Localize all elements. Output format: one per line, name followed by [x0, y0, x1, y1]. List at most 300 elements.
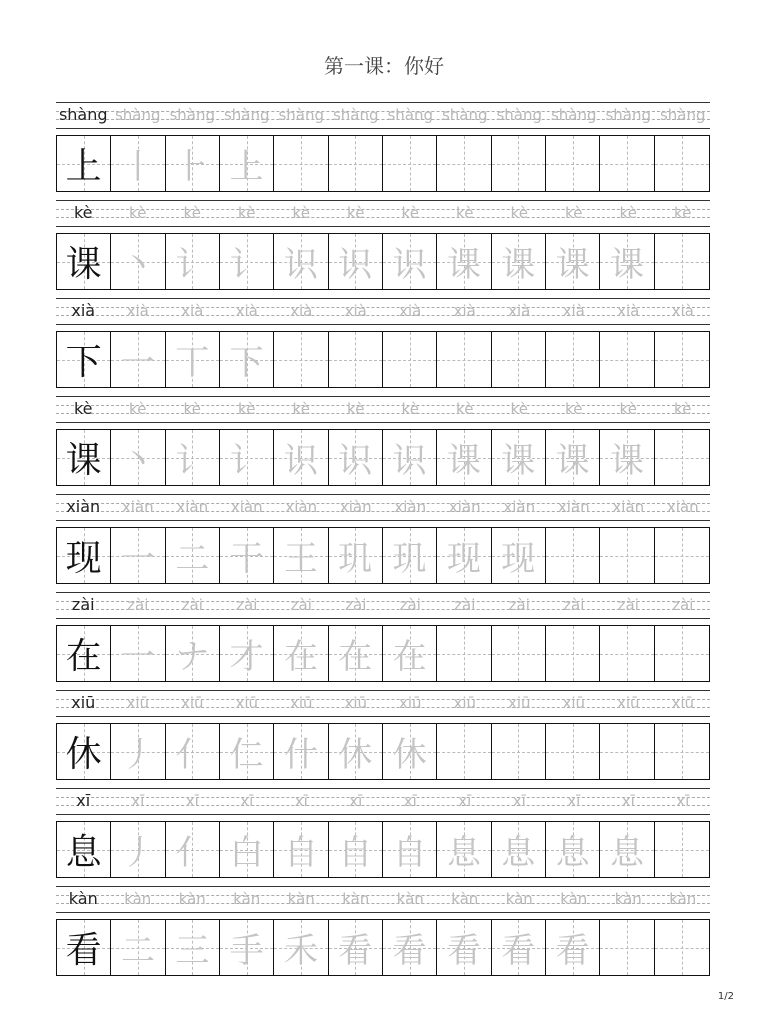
- pinyin-label: shàng: [58, 105, 108, 124]
- practice-row: [56, 494, 710, 592]
- blank-practice-cell[interactable]: [383, 332, 437, 387]
- stroke-trace-cell[interactable]: [166, 626, 220, 681]
- blank-practice-cell[interactable]: [546, 332, 600, 387]
- model-character: 课: [65, 244, 102, 285]
- pinyin-trace: shàng: [223, 106, 270, 124]
- model-character: 在: [65, 636, 102, 677]
- blank-practice-cell[interactable]: [329, 332, 383, 387]
- pinyin-trace: kè: [619, 204, 637, 222]
- pinyin-trace: xià: [453, 302, 476, 320]
- stroke-order-glyph: 看: [501, 931, 536, 971]
- pinyin-trace: kàn: [669, 890, 697, 908]
- pinyin-trace: kè: [565, 400, 583, 418]
- stroke-trace-cell[interactable]: [111, 430, 165, 485]
- stroke-order-glyph: 仁: [229, 735, 264, 775]
- tianzi-grid-row: [56, 233, 710, 290]
- stroke-trace-cell[interactable]: [437, 920, 491, 975]
- stroke-order-glyph: 干: [229, 539, 264, 579]
- stroke-trace-cell[interactable]: [166, 136, 220, 191]
- stroke-order-glyph: 玑: [392, 539, 427, 579]
- model-character: 看: [65, 930, 102, 971]
- stroke-order-glyph: 课: [501, 245, 536, 285]
- stroke-order-glyph: 手: [229, 931, 264, 971]
- model-character: 下: [65, 342, 102, 383]
- stroke-order-glyph: 识: [392, 245, 427, 285]
- pinyin-guide: [56, 298, 710, 324]
- blank-practice-cell[interactable]: [274, 136, 328, 191]
- pinyin-trace: kè: [565, 204, 583, 222]
- stroke-order-glyph: 白: [229, 833, 264, 873]
- blank-practice-cell[interactable]: [655, 724, 709, 779]
- pinyin-label: kàn: [68, 889, 98, 908]
- stroke-order-glyph: 讠: [175, 245, 210, 285]
- blank-practice-cell[interactable]: [383, 136, 437, 191]
- blank-practice-cell[interactable]: [600, 332, 654, 387]
- pinyin-trace: zài: [617, 596, 639, 614]
- pinyin-trace: xiàn: [394, 498, 427, 516]
- model-character-cell: [57, 626, 111, 681]
- stroke-order-glyph: 看: [338, 931, 373, 971]
- pinyin-trace: xiàn: [612, 498, 645, 516]
- pinyin-guide: [56, 886, 710, 912]
- pinyin-trace: xiū: [671, 694, 695, 712]
- blank-practice-cell[interactable]: [655, 430, 709, 485]
- pinyin-trace: xià: [126, 302, 149, 320]
- model-character-cell: [57, 528, 111, 583]
- pinyin-label: xiàn: [66, 497, 101, 516]
- tianzi-grid-row: [56, 527, 710, 584]
- pinyin-trace: xià: [508, 302, 531, 320]
- stroke-trace-cell[interactable]: [220, 136, 274, 191]
- pinyin-trace: kè: [129, 400, 147, 418]
- blank-practice-cell[interactable]: [437, 724, 491, 779]
- pinyin-trace: xiū: [507, 694, 531, 712]
- pinyin-guide: [56, 788, 710, 814]
- blank-practice-cell[interactable]: [655, 920, 709, 975]
- stroke-order-glyph: 识: [338, 245, 373, 285]
- pinyin-trace: kè: [674, 400, 692, 418]
- pinyin-trace: xià: [562, 302, 585, 320]
- pinyin-trace: shàng: [550, 106, 597, 124]
- stroke-order-glyph: 在: [338, 637, 373, 677]
- stroke-trace-cell[interactable]: [492, 528, 546, 583]
- stroke-order-glyph: 讠: [175, 441, 210, 481]
- pinyin-trace: kàn: [505, 890, 533, 908]
- pinyin-trace: xià: [181, 302, 204, 320]
- pinyin-trace: kè: [183, 204, 201, 222]
- stroke-trace-cell[interactable]: [111, 626, 165, 681]
- stroke-order-glyph: 丶: [120, 245, 155, 285]
- stroke-trace-cell[interactable]: [546, 234, 600, 289]
- stroke-order-glyph: 课: [609, 441, 644, 481]
- pinyin-trace: xiū: [235, 694, 259, 712]
- stroke-trace-cell[interactable]: [383, 430, 437, 485]
- stroke-order-glyph: 息: [446, 833, 481, 873]
- stroke-trace-cell[interactable]: [166, 920, 220, 975]
- stroke-order-glyph: 课: [446, 245, 481, 285]
- stroke-order-glyph: 自: [283, 833, 318, 873]
- pinyin-trace: xī: [403, 792, 417, 810]
- pinyin-trace: kè: [238, 400, 256, 418]
- pinyin-trace: zài: [290, 596, 312, 614]
- pinyin-trace: kè: [401, 204, 419, 222]
- pinyin-trace: zài: [399, 596, 421, 614]
- pinyin-trace: kè: [347, 204, 365, 222]
- stroke-order-glyph: 禾: [283, 931, 318, 971]
- pinyin-trace: xiàn: [503, 498, 536, 516]
- pinyin-label: xià: [71, 301, 96, 320]
- pinyin-trace: zài: [236, 596, 258, 614]
- stroke-trace-cell[interactable]: [274, 430, 328, 485]
- stroke-order-glyph: 一: [120, 637, 155, 677]
- stroke-trace-cell[interactable]: [546, 430, 600, 485]
- stroke-order-glyph: 在: [283, 637, 318, 677]
- stroke-trace-cell[interactable]: [383, 234, 437, 289]
- pinyin-trace: xià: [617, 302, 640, 320]
- blank-practice-cell[interactable]: [546, 724, 600, 779]
- stroke-order-glyph: 课: [501, 441, 536, 481]
- stroke-order-glyph: 休: [338, 735, 373, 775]
- pinyin-trace: xī: [567, 792, 581, 810]
- pinyin-guide: [56, 396, 710, 422]
- stroke-trace-cell[interactable]: [220, 332, 274, 387]
- pinyin-trace: shàng: [387, 106, 434, 124]
- stroke-trace-cell[interactable]: [166, 822, 220, 877]
- practice-row: [56, 298, 710, 396]
- stroke-order-glyph: 现: [501, 539, 536, 579]
- page-number: 1/2: [717, 991, 734, 1002]
- stroke-trace-cell[interactable]: [383, 920, 437, 975]
- stroke-order-glyph: 自: [392, 833, 427, 873]
- pinyin-trace: kè: [456, 400, 474, 418]
- stroke-order-glyph: 看: [555, 931, 590, 971]
- pinyin-trace: xiū: [398, 694, 422, 712]
- stroke-trace-cell[interactable]: [600, 822, 654, 877]
- pinyin-trace: kè: [129, 204, 147, 222]
- stroke-order-glyph: 上: [229, 147, 264, 187]
- pinyin-trace: xiàn: [339, 498, 372, 516]
- blank-practice-cell[interactable]: [546, 528, 600, 583]
- blank-practice-cell[interactable]: [655, 822, 709, 877]
- tianzi-grid-row: [56, 429, 710, 486]
- stroke-order-glyph: 丿: [120, 833, 155, 873]
- model-character: 息: [65, 832, 102, 873]
- pinyin-trace: kè: [401, 400, 419, 418]
- stroke-trace-cell[interactable]: [329, 626, 383, 681]
- blank-practice-cell[interactable]: [655, 136, 709, 191]
- stroke-order-glyph: 识: [283, 441, 318, 481]
- stroke-order-glyph: 一: [120, 343, 155, 383]
- pinyin-trace: shàng: [496, 106, 543, 124]
- stroke-order-glyph: 看: [446, 931, 481, 971]
- stroke-order-glyph: 课: [555, 441, 590, 481]
- stroke-trace-cell[interactable]: [329, 724, 383, 779]
- pinyin-trace: kàn: [233, 890, 261, 908]
- stroke-trace-cell[interactable]: [111, 822, 165, 877]
- pinyin-trace: xī: [621, 792, 635, 810]
- pinyin-trace: zài: [672, 596, 694, 614]
- pinyin-trace: kàn: [178, 890, 206, 908]
- stroke-order-glyph: 丅: [175, 343, 210, 383]
- stroke-order-glyph: 识: [392, 441, 427, 481]
- pinyin-trace: xiū: [289, 694, 313, 712]
- stroke-trace-cell[interactable]: [383, 724, 437, 779]
- stroke-trace-cell[interactable]: [220, 626, 274, 681]
- pinyin-trace: kè: [183, 400, 201, 418]
- stroke-order-glyph: 息: [501, 833, 536, 873]
- stroke-trace-cell[interactable]: [166, 430, 220, 485]
- stroke-order-glyph: 休: [392, 735, 427, 775]
- stroke-trace-cell[interactable]: [111, 920, 165, 975]
- blank-practice-cell[interactable]: [655, 626, 709, 681]
- stroke-trace-cell[interactable]: [274, 626, 328, 681]
- stroke-order-glyph: 现: [446, 539, 481, 579]
- stroke-trace-cell[interactable]: [437, 822, 491, 877]
- model-character-cell: [57, 332, 111, 387]
- stroke-trace-cell[interactable]: [274, 528, 328, 583]
- pinyin-guide: [56, 102, 710, 128]
- stroke-order-glyph: 看: [392, 931, 427, 971]
- stroke-trace-cell[interactable]: [274, 822, 328, 877]
- pinyin-trace: xiū: [344, 694, 368, 712]
- stroke-trace-cell[interactable]: [546, 822, 600, 877]
- practice-row: [56, 690, 710, 788]
- pinyin-trace: xī: [512, 792, 526, 810]
- blank-practice-cell[interactable]: [492, 724, 546, 779]
- pinyin-trace: xiàn: [285, 498, 318, 516]
- practice-row: [56, 592, 710, 690]
- practice-sheet: [56, 102, 710, 984]
- stroke-trace-cell[interactable]: [383, 528, 437, 583]
- pinyin-trace: kè: [238, 204, 256, 222]
- stroke-order-glyph: 在: [392, 637, 427, 677]
- model-character: 现: [65, 538, 102, 579]
- stroke-trace-cell[interactable]: [329, 822, 383, 877]
- blank-practice-cell[interactable]: [600, 528, 654, 583]
- pinyin-trace: zài: [454, 596, 476, 614]
- stroke-trace-cell[interactable]: [220, 920, 274, 975]
- stroke-trace-cell[interactable]: [166, 724, 220, 779]
- stroke-trace-cell[interactable]: [274, 234, 328, 289]
- blank-practice-cell[interactable]: [600, 920, 654, 975]
- stroke-order-glyph: 课: [446, 441, 481, 481]
- pinyin-trace: xī: [676, 792, 690, 810]
- stroke-order-glyph: 亻: [175, 735, 210, 775]
- pinyin-trace: kàn: [614, 890, 642, 908]
- model-character-cell: [57, 136, 111, 191]
- blank-practice-cell[interactable]: [492, 332, 546, 387]
- stroke-trace-cell[interactable]: [437, 528, 491, 583]
- pinyin-trace: xiàn: [176, 498, 209, 516]
- stroke-trace-cell[interactable]: [492, 234, 546, 289]
- stroke-order-glyph: 二: [120, 931, 155, 971]
- stroke-trace-cell[interactable]: [329, 430, 383, 485]
- blank-practice-cell[interactable]: [546, 626, 600, 681]
- pinyin-label: zài: [71, 595, 95, 614]
- stroke-trace-cell[interactable]: [329, 920, 383, 975]
- model-character: 课: [65, 440, 102, 481]
- stroke-trace-cell[interactable]: [546, 920, 600, 975]
- pinyin-trace: zài: [181, 596, 203, 614]
- pinyin-trace: xiàn: [448, 498, 481, 516]
- stroke-trace-cell[interactable]: [274, 920, 328, 975]
- stroke-order-glyph: 讠: [229, 441, 264, 481]
- stroke-trace-cell[interactable]: [600, 430, 654, 485]
- stroke-trace-cell[interactable]: [220, 724, 274, 779]
- stroke-order-glyph: 息: [555, 833, 590, 873]
- stroke-trace-cell[interactable]: [437, 234, 491, 289]
- pinyin-trace: xī: [240, 792, 254, 810]
- stroke-order-glyph: 息: [609, 833, 644, 873]
- pinyin-label: xiū: [71, 693, 96, 712]
- blank-practice-cell[interactable]: [600, 626, 654, 681]
- pinyin-trace: xiàn: [230, 498, 263, 516]
- stroke-trace-cell[interactable]: [437, 430, 491, 485]
- blank-practice-cell[interactable]: [437, 332, 491, 387]
- pinyin-guide: [56, 200, 710, 226]
- model-character-cell: [57, 234, 111, 289]
- pinyin-guide: [56, 494, 710, 520]
- model-character-cell: [57, 430, 111, 485]
- stroke-order-glyph: 亻: [175, 833, 210, 873]
- stroke-order-glyph: 自: [338, 833, 373, 873]
- stroke-order-glyph: 什: [283, 735, 318, 775]
- pinyin-trace: shàng: [659, 106, 706, 124]
- stroke-trace-cell[interactable]: [600, 234, 654, 289]
- stroke-trace-cell[interactable]: [111, 136, 165, 191]
- pinyin-trace: xià: [399, 302, 422, 320]
- blank-practice-cell[interactable]: [546, 136, 600, 191]
- stroke-order-glyph: 玑: [338, 539, 373, 579]
- pinyin-trace: zài: [508, 596, 530, 614]
- stroke-order-glyph: 课: [555, 245, 590, 285]
- stroke-trace-cell[interactable]: [111, 234, 165, 289]
- pinyin-trace: kè: [674, 204, 692, 222]
- pinyin-trace: xiū: [180, 694, 204, 712]
- blank-practice-cell[interactable]: [492, 626, 546, 681]
- stroke-trace-cell[interactable]: [492, 920, 546, 975]
- stroke-order-glyph: 识: [283, 245, 318, 285]
- practice-row: [56, 200, 710, 298]
- pinyin-trace: kè: [619, 400, 637, 418]
- pinyin-trace: xī: [349, 792, 363, 810]
- pinyin-trace: shàng: [169, 106, 216, 124]
- stroke-order-glyph: 二: [175, 539, 210, 579]
- stroke-trace-cell[interactable]: [111, 332, 165, 387]
- blank-practice-cell[interactable]: [600, 724, 654, 779]
- stroke-trace-cell[interactable]: [166, 332, 220, 387]
- pinyin-trace: xiàn: [121, 498, 154, 516]
- pinyin-trace: xī: [458, 792, 472, 810]
- stroke-trace-cell[interactable]: [274, 724, 328, 779]
- pinyin-trace: shàng: [114, 106, 161, 124]
- pinyin-trace: kè: [510, 400, 528, 418]
- stroke-trace-cell[interactable]: [329, 234, 383, 289]
- blank-practice-cell[interactable]: [437, 136, 491, 191]
- stroke-trace-cell[interactable]: [220, 528, 274, 583]
- stroke-order-glyph: 识: [338, 441, 373, 481]
- pinyin-trace: zài: [345, 596, 367, 614]
- model-character: 休: [65, 734, 102, 775]
- tianzi-grid-row: [56, 625, 710, 682]
- blank-practice-cell[interactable]: [437, 626, 491, 681]
- pinyin-trace: xià: [235, 302, 258, 320]
- stroke-order-glyph: ⺊: [175, 147, 210, 187]
- practice-row: [56, 886, 710, 984]
- stroke-order-glyph: ナ: [175, 637, 210, 677]
- practice-row: [56, 102, 710, 200]
- page-title: 第一课：你好: [324, 54, 444, 78]
- pinyin-trace: xià: [290, 302, 313, 320]
- practice-row: [56, 788, 710, 886]
- stroke-trace-cell[interactable]: [220, 430, 274, 485]
- model-character-cell: [57, 724, 111, 779]
- pinyin-trace: kè: [292, 400, 310, 418]
- pinyin-trace: kè: [347, 400, 365, 418]
- stroke-order-glyph: 丨: [120, 147, 155, 187]
- pinyin-trace: kàn: [560, 890, 588, 908]
- stroke-trace-cell[interactable]: [383, 626, 437, 681]
- stroke-trace-cell[interactable]: [111, 724, 165, 779]
- pinyin-trace: xī: [294, 792, 308, 810]
- pinyin-trace: kè: [456, 204, 474, 222]
- stroke-order-glyph: 丿: [120, 735, 155, 775]
- pinyin-trace: shàng: [278, 106, 325, 124]
- pinyin-trace: xià: [671, 302, 694, 320]
- stroke-order-glyph: 一: [120, 539, 155, 579]
- tianzi-grid-row: [56, 135, 710, 192]
- pinyin-trace: xiū: [616, 694, 640, 712]
- pinyin-trace: kè: [510, 204, 528, 222]
- stroke-trace-cell[interactable]: [166, 234, 220, 289]
- stroke-trace-cell[interactable]: [111, 528, 165, 583]
- pinyin-guide: [56, 690, 710, 716]
- pinyin-trace: shàng: [441, 106, 488, 124]
- blank-practice-cell[interactable]: [329, 136, 383, 191]
- model-character-cell: [57, 822, 111, 877]
- blank-practice-cell[interactable]: [655, 528, 709, 583]
- pinyin-trace: kè: [292, 204, 310, 222]
- pinyin-trace: kàn: [287, 890, 315, 908]
- pinyin-trace: xiū: [562, 694, 586, 712]
- pinyin-trace: kàn: [451, 890, 479, 908]
- blank-practice-cell[interactable]: [492, 136, 546, 191]
- stroke-order-glyph: 讠: [229, 245, 264, 285]
- pinyin-trace: zài: [563, 596, 585, 614]
- blank-practice-cell[interactable]: [600, 136, 654, 191]
- blank-practice-cell[interactable]: [274, 332, 328, 387]
- stroke-trace-cell[interactable]: [220, 822, 274, 877]
- blank-practice-cell[interactable]: [655, 234, 709, 289]
- tianzi-grid-row: [56, 919, 710, 976]
- stroke-trace-cell[interactable]: [383, 822, 437, 877]
- pinyin-trace: xiàn: [666, 498, 699, 516]
- pinyin-guide: [56, 592, 710, 618]
- stroke-trace-cell[interactable]: [492, 430, 546, 485]
- stroke-trace-cell[interactable]: [220, 234, 274, 289]
- stroke-order-glyph: 才: [229, 637, 264, 677]
- pinyin-trace: xià: [344, 302, 367, 320]
- stroke-trace-cell[interactable]: [329, 528, 383, 583]
- pinyin-trace: xiàn: [557, 498, 590, 516]
- stroke-trace-cell[interactable]: [166, 528, 220, 583]
- pinyin-trace: kàn: [342, 890, 370, 908]
- model-character-cell: [57, 920, 111, 975]
- blank-practice-cell[interactable]: [655, 332, 709, 387]
- stroke-order-glyph: 三: [175, 931, 210, 971]
- stroke-trace-cell[interactable]: [492, 822, 546, 877]
- tianzi-grid-row: [56, 331, 710, 388]
